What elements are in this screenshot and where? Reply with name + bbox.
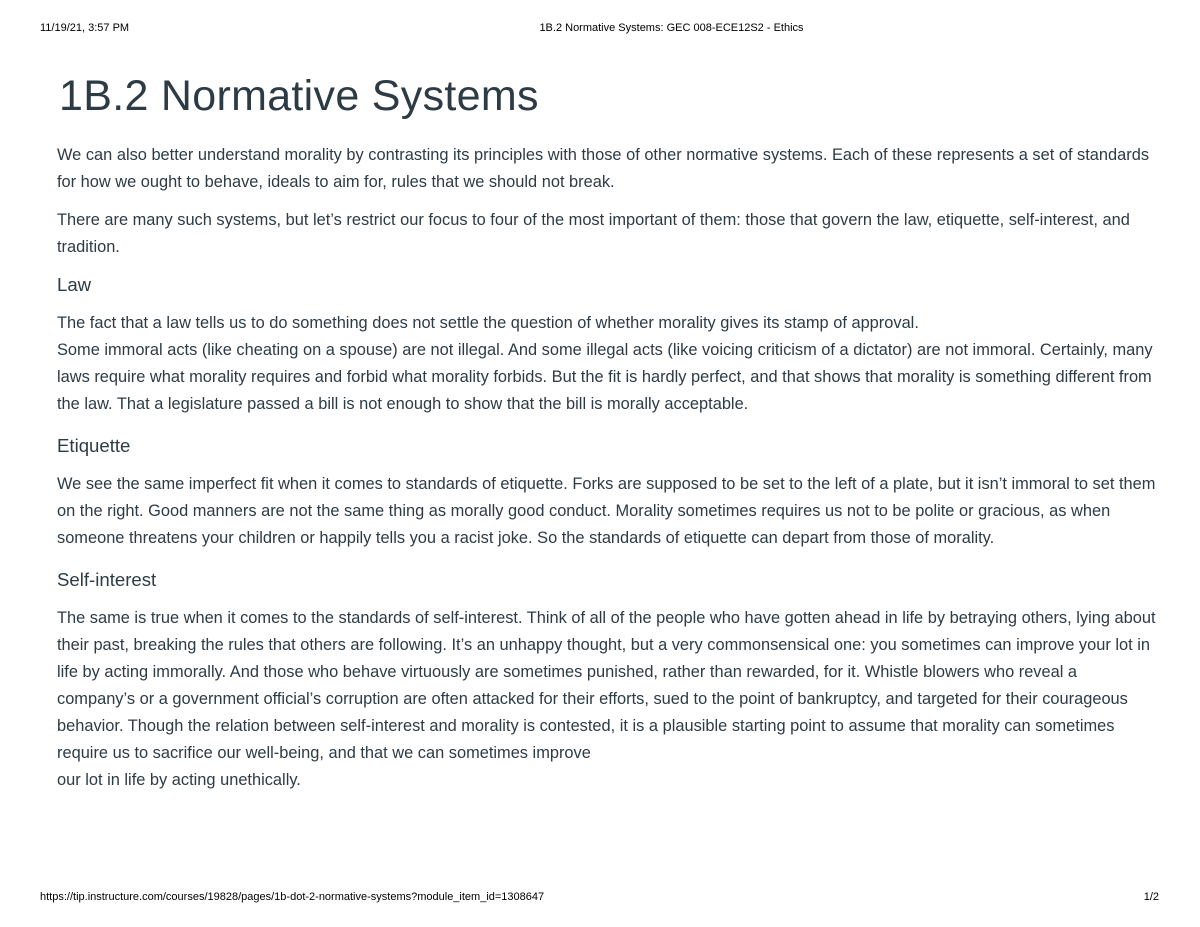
section-heading-self-interest: Self-interest bbox=[57, 569, 157, 590]
law-paragraph bbox=[57, 310, 1157, 418]
law-line-1: The fact that a law tells us to do something does not settle the question of whether morality gives its stamp of approval. bbox=[57, 314, 919, 332]
self-interest-paragraph bbox=[57, 605, 1157, 794]
print-footer bbox=[0, 891, 1200, 907]
law-line-2: Some immoral acts (like cheating on a spouse) are not illegal. And some illegal acts (like voicing criticism of a dictator) are not immoral. Certainly, many laws require what morality requires and forbid what morality forbids. But the fit is hardly perfect, and that shows that morality is something different from the law. That a legislature passed a bill is not enough to show that the bill is morally acceptable. bbox=[57, 341, 1153, 413]
print-page-number: 1/2 bbox=[1143, 891, 1159, 903]
self-interest-line-1: The same is true when it comes to the standards of self-interest. Think of all of the people who have gotten ahead in life by betraying others, lying about their past, breaking the rules that others are following. It’s an unhappy thought, but a very commonsensical one: you sometimes can improve your lot in life by acting immorally. And those who behave virtuously are sometimes punished, rather than rewarded, for it. Whistle blowers who reveal a company’s or a government official’s corruption are often attacked for their efforts, sued to the point of bankruptcy, and targeted for their courageous behavior. Though the relation between self-interest and morality is contested, it is a plausible starting point to assume that morality can sometimes require us to sacrifice our well-being, and that we can sometimes improve bbox=[57, 609, 1156, 762]
etiquette-paragraph: We see the same imperfect fit when it comes to standards of etiquette. Forks are supposed to be set to the left of a plate, but it isn’t immoral to set them on the right. Good manners are not the same thing as morally good conduct. Morality sometimes requires us not to be polite or gracious, as when someone threatens your children or happily tells you a racist joke. So the standards of etiquette can depart from those of morality. bbox=[57, 475, 1156, 547]
intro-paragraph-1: We can also better understand morality by contrasting its principles with those of other normative systems. Each of these represents a set of standards for how we ought to behave, ideals to aim for, rules that we should not break. bbox=[57, 146, 1150, 191]
print-header bbox=[0, 22, 1200, 38]
page-title: 1B.2 Normative Systems bbox=[59, 72, 539, 120]
section-heading-etiquette: Etiquette bbox=[57, 435, 131, 456]
self-interest-line-2: our lot in life by acting unethically. bbox=[57, 771, 301, 789]
page-content bbox=[57, 68, 1157, 805]
intro-paragraph-2: There are many such systems, but let’s restrict our focus to four of the most important of them: those that govern the law, etiquette, self-interest, and tradition. bbox=[57, 211, 1130, 256]
print-datetime: 11/19/21, 3:57 PM bbox=[40, 22, 130, 34]
print-url[interactable]: https://tip.instructure.com/courses/19828/pages/1b-dot-2-normative-systems?module_item_id=1308647 bbox=[40, 891, 545, 903]
section-heading-law: Law bbox=[57, 274, 92, 295]
print-doc-title: 1B.2 Normative Systems: GEC 008-ECE12S2 - Ethics bbox=[539, 22, 804, 34]
